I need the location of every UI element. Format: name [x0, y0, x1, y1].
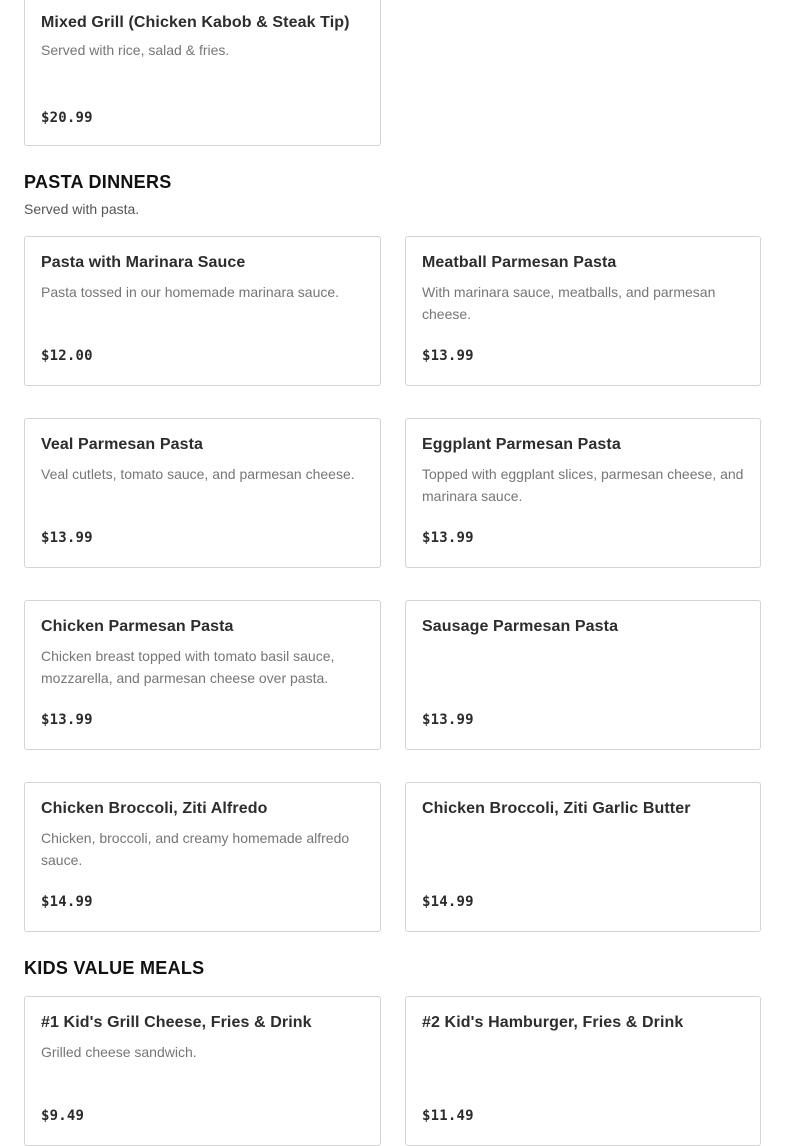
- menu-item-card[interactable]: [24, 0, 381, 146]
- menu-item-price: $13.99: [422, 712, 474, 728]
- menu-item-price: $13.99: [41, 530, 93, 546]
- menu-item-price: $13.99: [41, 712, 93, 728]
- menu-item-description: Pasta tossed in our homemade marinara sauce.: [41, 284, 340, 300]
- menu-item-description: Grilled cheese sandwich.: [41, 1044, 197, 1060]
- menu-item-name: Chicken Parmesan Pasta: [41, 618, 234, 635]
- menu-item-name: Chicken Broccoli, Ziti Garlic Butter: [422, 800, 691, 817]
- menu-item-price: $20.99: [41, 110, 93, 126]
- menu-item-card[interactable]: [405, 996, 761, 1146]
- menu-item-name: Meatball Parmesan Pasta: [422, 254, 617, 271]
- menu-item-card[interactable]: [405, 418, 761, 568]
- menu-item-price: $12.00: [41, 348, 93, 364]
- menu-item-description: Chicken, broccoli, and creamy homemade alfredo sauce.: [41, 830, 350, 868]
- menu-item-price: $14.99: [41, 894, 93, 910]
- menu-item-card[interactable]: [405, 782, 761, 932]
- menu-item-card[interactable]: [405, 236, 761, 386]
- menu-item-card[interactable]: [24, 418, 381, 568]
- menu-item-price: $9.49: [41, 1108, 85, 1124]
- menu-item-name: Sausage Parmesan Pasta: [422, 618, 619, 635]
- menu-item-name: Pasta with Marinara Sauce: [41, 254, 246, 271]
- menu-item-price: $11.49: [422, 1108, 474, 1124]
- menu-item-name: #2 Kid's Hamburger, Fries & Drink: [422, 1014, 684, 1031]
- menu-item-name: Eggplant Parmesan Pasta: [422, 436, 621, 453]
- menu-item-description: Topped with eggplant slices, parmesan cheese, and marinara sauce.: [422, 466, 744, 504]
- menu-item-name: #1 Kid's Grill Cheese, Fries & Drink: [41, 1014, 312, 1031]
- menu-item-card[interactable]: [405, 600, 761, 750]
- menu-item-description: Served with rice, salad & fries.: [41, 42, 230, 58]
- menu-item-name: Mixed Grill (Chicken Kabob & Steak Tip): [41, 14, 350, 31]
- menu-item-name: Chicken Broccoli, Ziti Alfredo: [41, 800, 268, 817]
- section-title-kids: KIDS VALUE MEALS: [24, 958, 205, 978]
- menu-item-price: $14.99: [422, 894, 474, 910]
- menu-item-description: Chicken breast topped with tomato basil sauce, mozzarella, and parmesan cheese over pasta.: [41, 648, 335, 686]
- menu-item-card[interactable]: [24, 996, 381, 1146]
- section-subtitle-pasta: Served with pasta.: [24, 201, 140, 217]
- menu-item-card[interactable]: [24, 600, 381, 750]
- menu-item-name: Veal Parmesan Pasta: [41, 436, 204, 453]
- menu-item-card[interactable]: [24, 236, 381, 386]
- menu-item-description: Veal cutlets, tomato sauce, and parmesan cheese.: [41, 466, 355, 482]
- section-title-pasta: PASTA DINNERS: [24, 172, 172, 192]
- menu-item-price: $13.99: [422, 348, 474, 364]
- menu-item-price: $13.99: [422, 530, 474, 546]
- menu-item-card[interactable]: [24, 782, 381, 932]
- menu-item-description: With marinara sauce, meatballs, and parmesan cheese.: [422, 284, 716, 322]
